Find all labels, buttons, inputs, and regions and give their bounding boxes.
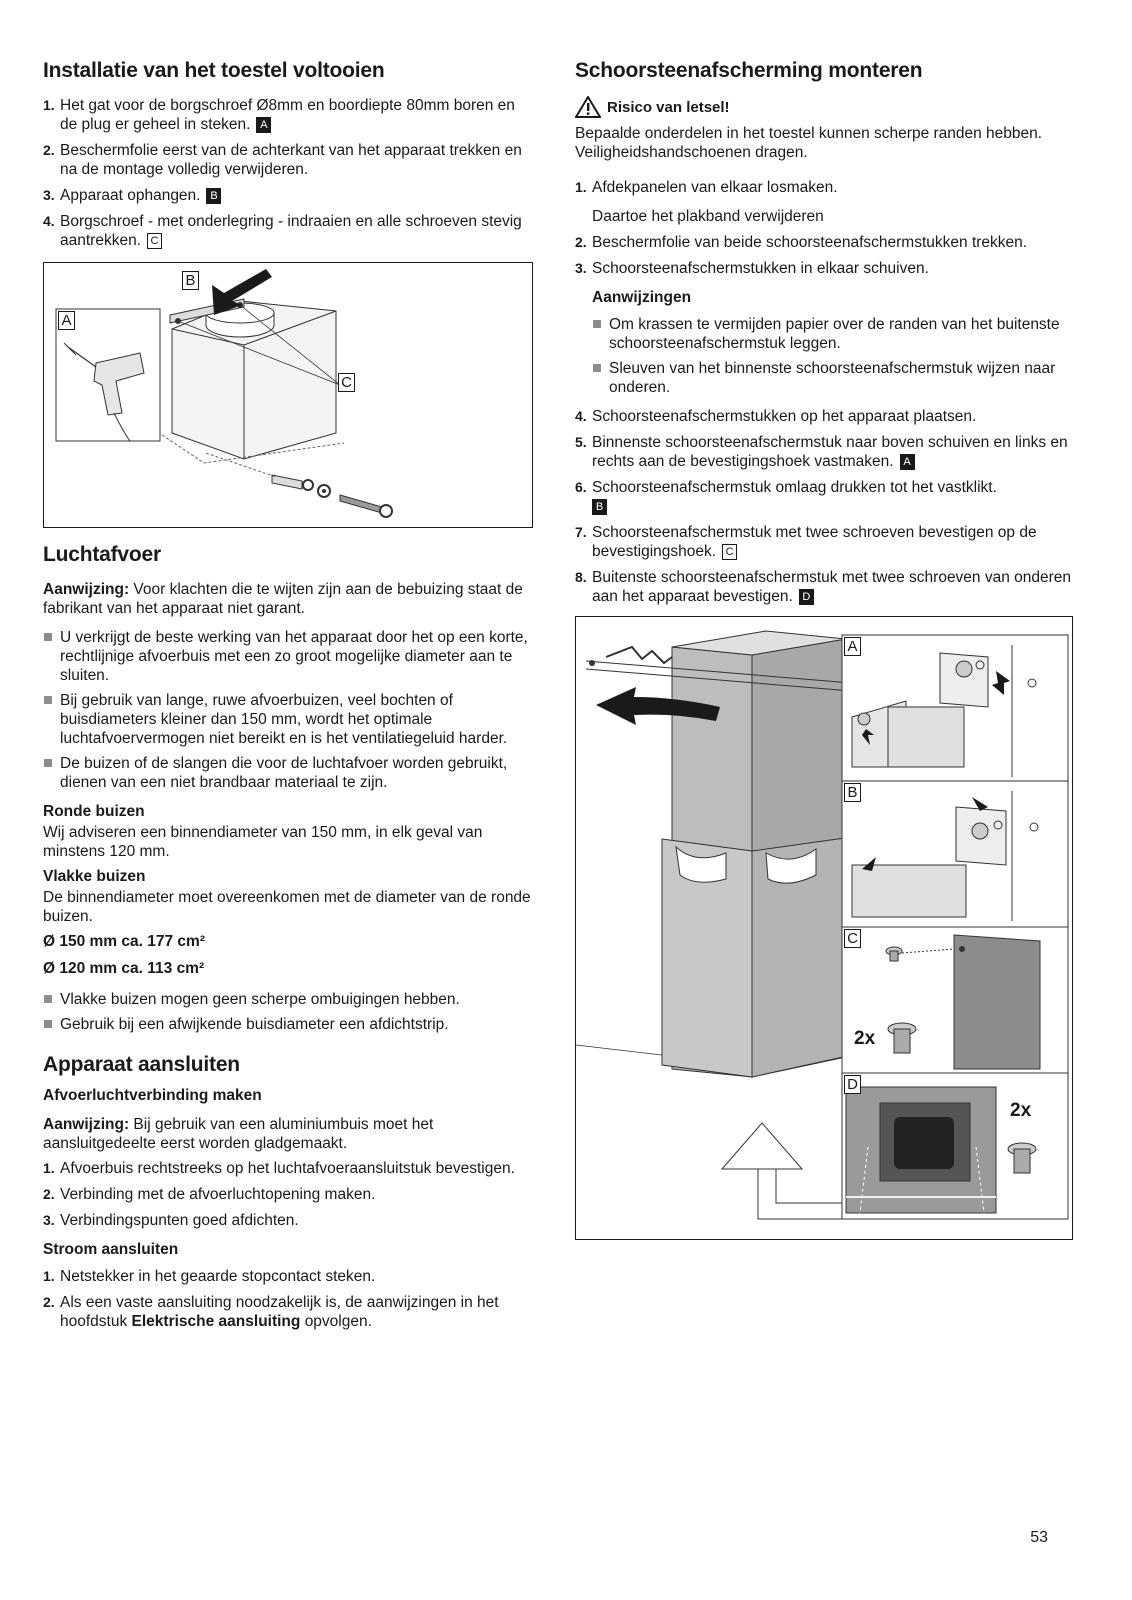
stroom-subtitle: Stroom aansluiten: [43, 1241, 179, 1258]
figure-ref-tag: C: [722, 544, 737, 560]
step: 3. Schoorsteenafschermstukken in elkaar schuiven.: [575, 260, 929, 277]
step: 8. Buitenste schoorsteenafschermstuk met twee schroeven van onderen aan het apparaat bevestigen. D: [575, 569, 1072, 605]
schoorsteen-steps: [575, 178, 1073, 197]
right-column: [575, 58, 1073, 1240]
install-step: 3. Apparaat ophangen. B: [43, 186, 533, 205]
hood-installation-illustration: [44, 263, 532, 527]
step: 1. Afdekpanelen van elkaar losmaken.: [575, 179, 838, 196]
ronde-buizen-text: Wij adviseren een binnendiameter van 150 mm, in elk geval van minstens 120 mm.: [43, 824, 483, 860]
warning-text: Bepaalde onderdelen in het toestel kunnen scherpe randen hebben. Veiligheidshandschoenen dragen.: [575, 125, 1043, 161]
formula-150: Ø 150 mm ca. 177 cm²: [43, 933, 205, 950]
list-item: Sleuven van het binnenste schoorsteenafschermstuk wijzen naar onderen.: [592, 359, 1073, 397]
install-title: Installatie van het toestel voltooien: [43, 59, 385, 82]
aansluiten-title: Apparaat aansluiten: [43, 1053, 240, 1076]
list-item: U verkrijgt de beste werking van het apparaat door het op een korte, rechtlijnige afvoerbuis met een zo groot mogelijke diameter aan te sluiten.: [43, 628, 533, 685]
figure-ref-tag: A: [256, 117, 271, 133]
ronde-buizen-title: Ronde buizen: [43, 803, 145, 820]
figure-label-b: B: [182, 271, 199, 290]
figure-label-a: A: [58, 311, 75, 330]
figure-label-c: C: [338, 373, 355, 392]
list-item: Vlakke buizen mogen geen scherpe ombuigingen hebben.: [43, 990, 533, 1009]
formula-120: Ø 120 mm ca. 113 cm²: [43, 960, 205, 977]
step: 5. Binnenste schoorsteenafschermstuk naar boven schuiven en links en rechts aan de bevestigingshoek vastmaken. A: [575, 434, 1068, 470]
afvoerlucht-subtitle: Afvoerluchtverbinding maken: [43, 1087, 262, 1104]
step: 2. Beschermfolie van beide schoorsteenafschermstukken trekken.: [575, 234, 1028, 251]
install-steps: [43, 96, 533, 250]
step: 4. Schoorsteenafschermstukken op het apparaat plaatsen.: [575, 408, 977, 425]
step: 1. Afvoerbuis rechtstreeks op het luchtafvoeraansluitstuk bevestigen.: [43, 1160, 515, 1177]
step: 1. Netstekker in het geaarde stopcontact steken.: [43, 1268, 376, 1285]
warning-triangle-icon: [575, 96, 601, 118]
step: 6. Schoorsteenafschermstuk omlaag drukken tot het vastklikt. B: [575, 479, 997, 513]
stroom-steps: [43, 1267, 533, 1331]
aansluiten-note: Aanwijzing: Bij gebruik van een aluminiumbuis moet het aansluitgedeelte eerst worden gladgemaakt.: [43, 1116, 434, 1152]
figure-ref-tag: A: [900, 454, 915, 470]
list-item: Bij gebruik van lange, ruwe afvoerbuizen, veel bochten of buisdiameters kleiner dan 150 mm, wordt het optimale luchtafvoervermogen niet bereikt en is het ventilatiegeluid harder.: [43, 691, 533, 748]
quantity-label-d: 2x: [1010, 1100, 1032, 1121]
step: 2. Verbinding met de afvoerluchtopening maken.: [43, 1186, 376, 1203]
page-number: 53: [1030, 1529, 1048, 1546]
install-step: 1. Het gat voor de borgschroef Ø8mm en boordiepte 80mm boren en de plug er geheel in steken. A: [43, 97, 515, 133]
figure-label-a: A: [844, 637, 861, 656]
afvoer-steps: [43, 1159, 533, 1230]
step-extra: Daartoe het plakband verwijderen: [592, 208, 824, 225]
chimney-assembly-illustration: [576, 617, 1072, 1239]
notes-list: [575, 315, 1073, 397]
figure-label-d: D: [844, 1075, 861, 1094]
schoorsteen-title: Schoorsteenafscherming monteren: [575, 59, 923, 82]
step: 2. Als een vaste aansluiting noodzakelijk is, de aanwijzingen in het hoofdstuk Elektrische aansluiting opvolgen.: [43, 1294, 499, 1330]
figure-label-c: C: [844, 929, 861, 948]
figure-ref-tag: B: [592, 499, 607, 515]
install-step: 4. Borgschroef - met onderlegring - indraaien en alle schroeven stevig aantrekken. C: [43, 213, 522, 249]
notes-title: Aanwijzingen: [592, 289, 692, 306]
vlakke-bullets: [43, 990, 533, 1034]
schoorsteen-steps-2: [575, 233, 1073, 278]
vlakke-buizen-text: De binnendiameter moet overeenkomen met de diameter van de ronde buizen.: [43, 889, 531, 925]
list-item: De buizen of de slangen die voor de luchtafvoer worden gebruikt, dienen van een niet brandbaar materiaal te zijn.: [43, 754, 533, 792]
list-item: Gebruik bij een afwijkende buisdiameter een afdichtstrip.: [43, 1015, 533, 1034]
step: 7. Schoorsteenafschermstuk met twee schroeven bevestigen op de bevestigingshoek. C: [575, 524, 1037, 560]
list-item: Om krassen te vermijden papier over de randen van het buitenste schoorsteenafschermstuk leggen.: [592, 315, 1073, 353]
step: 3. Verbindingspunten goed afdichten.: [43, 1212, 299, 1229]
figure-ref-tag: B: [206, 188, 221, 204]
quantity-label-c: 2x: [854, 1028, 876, 1049]
figure-ref-tag: C: [147, 233, 162, 249]
installation-figure: [43, 262, 533, 528]
warning: Risico van letsel!: [575, 96, 1073, 118]
schoorsteen-steps-3: [575, 407, 1073, 606]
luchtafvoer-title: Luchtafvoer: [43, 543, 161, 566]
figure-label-b: B: [844, 783, 861, 802]
figure-ref-tag: D: [799, 589, 814, 605]
chimney-figure: [575, 616, 1073, 1240]
left-column: [43, 58, 533, 1341]
vlakke-buizen-title: Vlakke buizen: [43, 868, 146, 885]
luchtafvoer-bullets: [43, 628, 533, 792]
luchtafvoer-note: Aanwijzing: Voor klachten die te wijten zijn aan de bebuizing staat de fabrikant van het apparaat niet garant.: [43, 581, 523, 617]
install-step: 2. Beschermfolie eerst van de achterkant van het apparaat trekken en na de montage volledig verwijderen.: [43, 142, 522, 178]
